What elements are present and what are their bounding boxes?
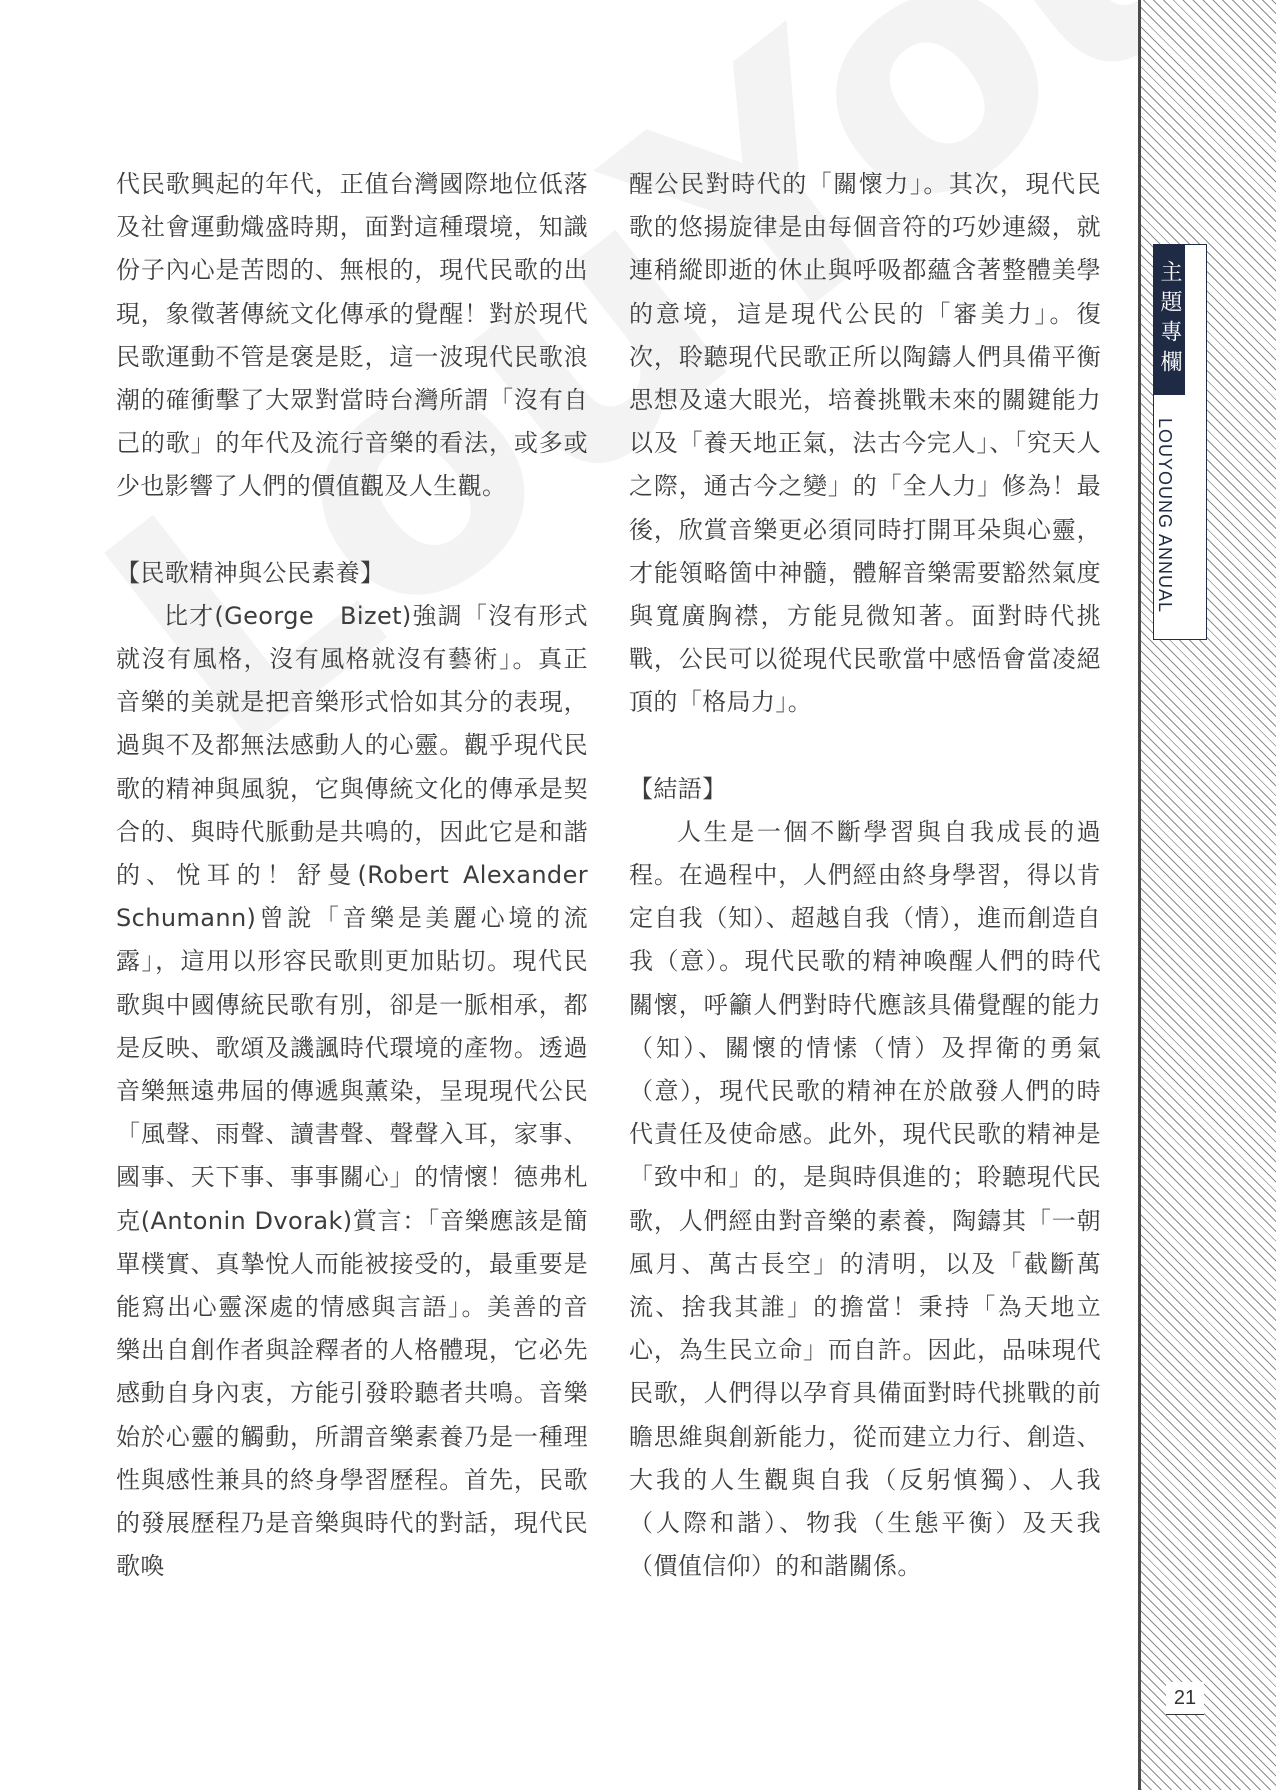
right-column: [629, 163, 1101, 1589]
page-number: 21: [1166, 1682, 1204, 1715]
left-column: [116, 163, 613, 1589]
paragraph-folk-spirit-continued: 醒公民對時代的「關懷力」。其次，現代民歌的悠揚旋律是由每個音符的巧妙連綴，就連稍縱即逝的休止與呼吸都蘊含著整體美學的意境，這是現代公民的「審美力」。復次，聆聽現代民歌正所以陶鑄人們具備平衡思想及遠大眼光，培養挑戰未來的關鍵能力以及「養天地正氣，法古今完人」、「究天人之際，通古今之變」的「全人力」修為！最後，欣賞音樂更必須同時打開耳朵與心靈，才能領略箇中神髓，體解音樂需要豁然氣度與寬廣胸襟，方能見微知著。面對時代挑戰，公民可以從現代民歌當中感悟會當凌絕頂的「格局力」。: [629, 170, 1101, 717]
section-tab-chinese: 主題專欄: [1154, 245, 1185, 395]
section-heading-folk-spirit: 【民歌精神與公民素養】: [116, 558, 385, 587]
section-heading-conclusion: 【結語】: [629, 774, 727, 803]
paragraph-intro-continued: 代民歌興起的年代，正值台灣國際地位低落及社會運動熾盛時期，面對這種環境，知識份子內心是苦悶的、無根的，現代民歌的出現，象徵著傳統文化傳承的覺醒！對於現代民歌運動不管是褒是貶，這一波現代民歌浪潮的確衝擊了大眾對當時台灣所謂「沒有自己的歌」的年代及流行音樂的看法，或多或少也影響了人們的價值觀及人生觀。: [116, 170, 588, 501]
section-tab-english: LOUYOUNG ANNUAL: [1155, 418, 1175, 614]
section-tab: [1153, 244, 1207, 640]
paragraph-conclusion: 人生是一個不斷學習與自我成長的過程。在過程中，人們經由終身學習，得以肯定自我（知）、超越自我（情），進而創造自我（意）。現代民歌的精神喚醒人們的時代關懷，呼籲人們對時代應該具備覺醒的能力（知）、關懷的情愫（情）及捍衛的勇氣（意），現代民歌的精神在於啟發人們的時代責任及使命感。此外，現代民歌的精神是「致中和」的，是與時俱進的；聆聽現代民歌，人們經由對音樂的素養，陶鑄其「一朝風月、萬古長空」的清明，以及「截斷萬流、捨我其誰」的擔當！秉持「為天地立心，為生民立命」而自許。因此，品味現代民歌，人們得以孕育具備面對時代挑戰的前瞻思維與創新能力，從而建立力行、創造、大我的人生觀與自我（反躬慎獨）、人我（人際和諧）、物我（生態平衡）及天我（價值信仰）的和諧關係。: [629, 817, 1101, 1581]
paragraph-folk-spirit: 比才(George Bizet)強調「沒有形式就沒有風格，沒有風格就沒有藝術」。真正音樂的美就是把音樂形式恰如其分的表現，過與不及都無法感動人的心靈。觀乎現代民歌的精神與風貌，它與傳統文化的傳承是契合的、與時代脈動是共鳴的，因此它是和諧的、悅耳的！舒曼(Robert Alexander Schumann)曾說「音樂是美麗心境的流露」，這用以形容民歌則更加貼切。現代民歌與中國傳統民歌有別，卻是一脈相承，都是反映、歌頌及譏諷時代環境的產物。透過音樂無遠弗屆的傳遞與薰染，呈現現代公民「風聲、雨聲、讀書聲、聲聲入耳，家事、國事、天下事、事事關心」的情懷！德弗札克(Antonin Dvorak)賞言：「音樂應該是簡單樸實、真摯悅人而能被接受的，最重要是能寫出心靈深處的情感與言語」。美善的音樂出自創作者與詮釋者的人格體現，它必先感動自身內衷，方能引發聆聽者共鳴。音樂始於心靈的觸動，所謂音樂素養乃是一種理性與感性兼具的終身學習歷程。首先，民歌的發展歷程乃是音樂與時代的對話，現代民歌喚: [116, 601, 613, 1581]
